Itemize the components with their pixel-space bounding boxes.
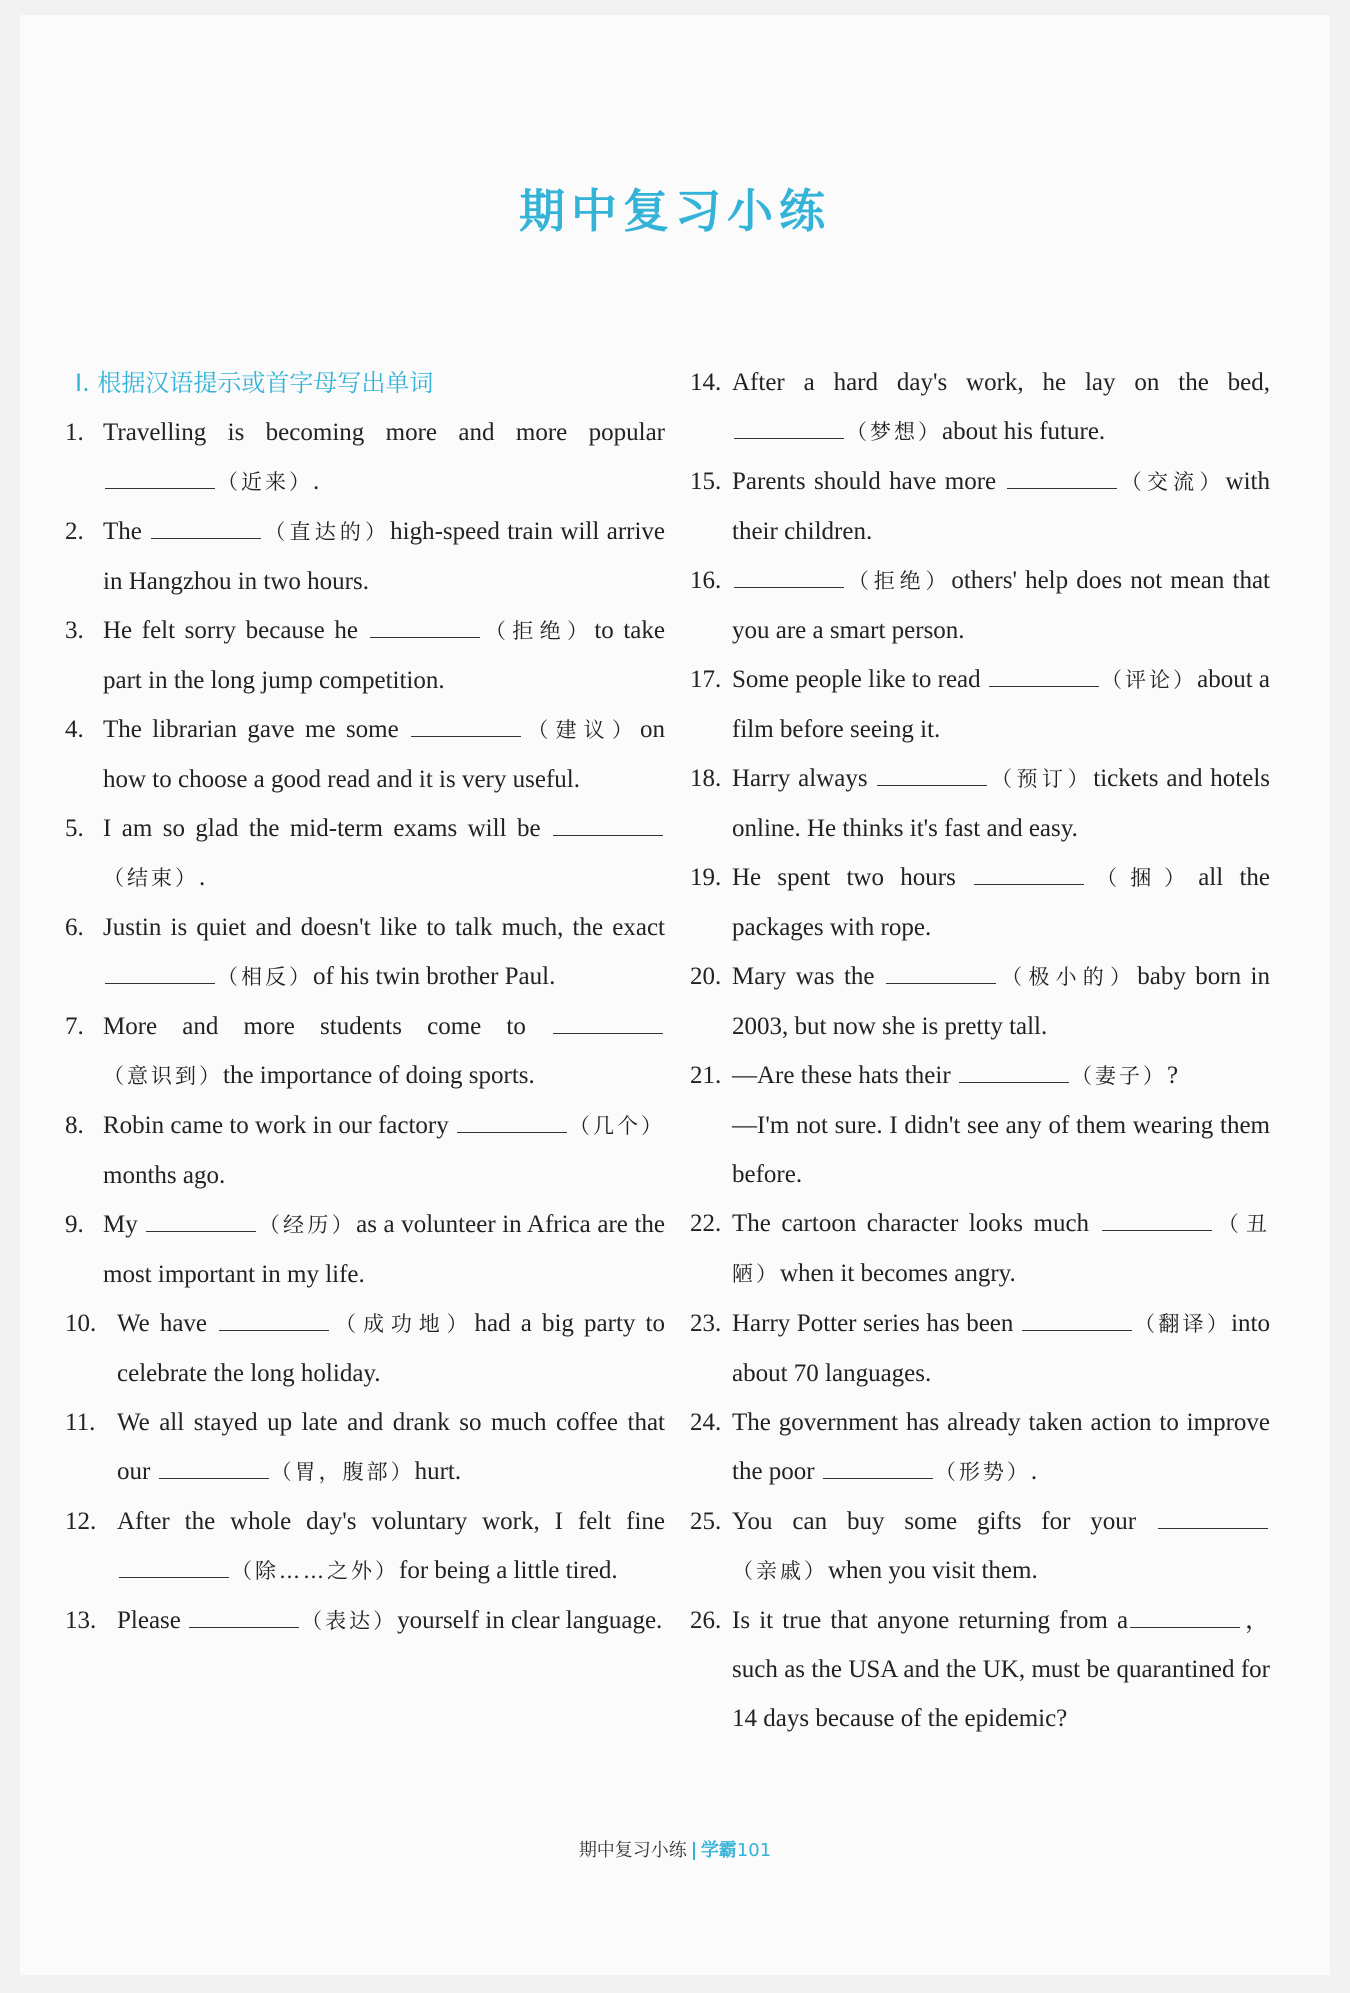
question-text: We have （成功地）had a big party to celebrate the long holiday.: [117, 1310, 665, 1387]
page-footer: [0, 1836, 1350, 1862]
question-text: Mary was the （极小的）baby born in 2003, but now she is pretty tall.: [732, 963, 1270, 1040]
chinese-hint: （妻子）: [1070, 1064, 1167, 1088]
question-text: He spent two hours （捆）all the packages with rope.: [732, 864, 1270, 941]
answer-blank[interactable]: [734, 412, 844, 439]
question-item: [65, 804, 665, 903]
question-item: [690, 556, 1270, 655]
question-text: Robin came to work in our factory （几个）months ago.: [103, 1112, 665, 1189]
question-item: [690, 655, 1270, 754]
answer-blank[interactable]: [877, 759, 987, 786]
answer-blank[interactable]: [959, 1056, 1069, 1083]
chinese-hint: （除……之外）: [231, 1559, 399, 1583]
answer-blank[interactable]: [105, 957, 215, 984]
question-number: 7.: [65, 1013, 84, 1040]
answer-blank[interactable]: [105, 462, 215, 489]
question-number: 25.: [690, 1508, 722, 1535]
chinese-hint: （评论）: [1100, 668, 1198, 692]
answer-blank[interactable]: [159, 1452, 269, 1479]
chinese-hint: （意识到）: [103, 1064, 223, 1088]
answer-blank[interactable]: [1022, 1304, 1132, 1331]
question-number: 18.: [690, 765, 722, 792]
answer-blank[interactable]: [146, 1205, 256, 1232]
answer-blank[interactable]: [553, 809, 663, 836]
question-number: 23.: [690, 1310, 722, 1337]
question-item: [690, 952, 1270, 1051]
question-item: [690, 1051, 1270, 1199]
question-number: 16.: [690, 567, 722, 594]
question-item: [65, 408, 665, 507]
question-text: Parents should have more （交流）with their children.: [732, 468, 1270, 545]
chinese-hint: （亲戚）: [732, 1559, 828, 1583]
answer-blank[interactable]: [411, 710, 521, 737]
question-number: 12.: [65, 1508, 97, 1535]
question-text: Please （表达）yourself in clear language.: [117, 1607, 662, 1634]
question-text: The government has already taken action to improve the poor （形势）.: [732, 1409, 1270, 1485]
question-item: [690, 1596, 1270, 1743]
chinese-hint: （直达的）: [263, 520, 391, 544]
question-item: [65, 1299, 665, 1398]
right-column: [690, 358, 1270, 1743]
question-text: You can buy some gifts for your （亲戚）when you visit them.: [732, 1508, 1270, 1584]
answer-blank[interactable]: [1158, 1502, 1268, 1529]
answer-blank[interactable]: [151, 512, 261, 539]
answer-blank[interactable]: [553, 1007, 663, 1034]
question-item: [65, 1497, 665, 1596]
question-item: [65, 705, 665, 804]
question-item: [65, 1002, 665, 1101]
question-number: 24.: [690, 1409, 722, 1436]
question-item: [690, 1199, 1270, 1299]
question-text: We all stayed up late and drank so much coffee that our （胃，腹部）hurt.: [117, 1409, 665, 1485]
chinese-hint: （拒绝）: [846, 569, 952, 593]
question-item: [690, 457, 1270, 556]
page-number: 101: [736, 1840, 772, 1861]
footer-divider: [693, 1842, 695, 1860]
answer-blank[interactable]: [119, 1551, 229, 1578]
question-item: [690, 1398, 1270, 1497]
question-number: 9.: [65, 1211, 84, 1238]
answer-blank[interactable]: [219, 1304, 329, 1331]
chinese-hint: （形势）: [934, 1460, 1031, 1484]
chinese-hint: （梦想）: [846, 420, 942, 444]
question-number: 15.: [690, 468, 722, 495]
question-number: 4.: [65, 716, 84, 743]
question-text: —Are these hats their （妻子）?: [732, 1062, 1178, 1089]
chinese-hint: （表达）: [301, 1609, 398, 1633]
question-text: Some people like to read （评论）about a film before seeing it.: [732, 666, 1270, 743]
answer-blank[interactable]: [989, 660, 1099, 687]
question-item: [690, 1497, 1270, 1596]
chinese-hint: （结束）: [103, 866, 199, 890]
question-text: Harry Potter series has been （翻译）into about 70 languages.: [732, 1310, 1270, 1387]
chinese-hint: （交流）: [1118, 470, 1226, 494]
question-number: 11.: [65, 1409, 96, 1436]
question-text: After the whole day's voluntary work, I felt fine （除……之外）for being a little tired.: [117, 1508, 665, 1584]
question-number: 2.: [65, 518, 84, 545]
question-text: Travelling is becoming more and more popular （近来）.: [103, 419, 665, 495]
answer-blank[interactable]: [457, 1106, 567, 1133]
question-text: Harry always （预订）tickets and hotels online. He thinks it's fast and easy.: [732, 765, 1270, 842]
chinese-hint: （丑陋）: [732, 1212, 1271, 1286]
question-text: After a hard day's work, he lay on the bed, （梦想）about his future.: [732, 369, 1270, 445]
question-number: 22.: [690, 1210, 722, 1237]
answer-blank[interactable]: [974, 858, 1084, 885]
question-text: My （经历）as a volunteer in Africa are the most important in my life.: [103, 1211, 665, 1288]
question-number: 26.: [690, 1607, 722, 1634]
question-item: [65, 507, 665, 606]
question-text: More and more students come to （意识到）the importance of doing sports.: [103, 1013, 665, 1089]
question-item: [65, 1200, 665, 1299]
chinese-hint: （拒绝）: [481, 619, 595, 643]
chinese-hint: （胃，腹部）: [270, 1460, 415, 1484]
section-heading: Ⅰ. 根据汉语提示或首字母写出单词: [75, 369, 434, 397]
question-number: 17.: [690, 666, 722, 693]
chinese-hint: （翻译）: [1133, 1312, 1232, 1336]
question-number: 14.: [690, 369, 722, 396]
answer-blank[interactable]: [1130, 1601, 1240, 1628]
question-number: 13.: [65, 1607, 97, 1634]
chinese-hint: （成功地）: [331, 1312, 475, 1336]
question-number: 10.: [65, 1310, 97, 1337]
answer-blank[interactable]: [370, 611, 480, 638]
question-number: 21.: [690, 1062, 722, 1089]
question-number: 20.: [690, 963, 722, 990]
question-item: [65, 606, 665, 705]
question-number: 5.: [65, 815, 84, 842]
question-number: 1.: [65, 419, 84, 446]
question-text: Justin is quiet and doesn't like to talk much, the exact （相反）of his twin brother Paul.: [103, 914, 665, 990]
question-item: [65, 1596, 665, 1646]
question-text: Is it true that anyone returning from a ，such as the USA and the UK, must be quarantined for 14 days because of the epidemic?: [732, 1607, 1270, 1732]
footer-label: 期中复习小练: [578, 1840, 687, 1861]
answer-blank[interactable]: [1007, 462, 1117, 489]
question-item: [690, 754, 1270, 853]
footer-brand: 学霸: [700, 1840, 737, 1861]
dialogue-reply: —I'm not sure. I didn't see any of them wearing them before.: [732, 1112, 1270, 1188]
question-text: The cartoon character looks much （丑陋）when it becomes angry.: [732, 1210, 1270, 1287]
answer-blank[interactable]: [823, 1452, 933, 1479]
chinese-hint: （预订）: [989, 767, 1094, 791]
chinese-hint: （几个）: [569, 1114, 665, 1138]
chinese-hint: （捆）: [1086, 866, 1199, 890]
question-item: [690, 1299, 1270, 1398]
chinese-hint: （近来）: [217, 470, 313, 494]
question-item: [690, 853, 1270, 952]
question-item: [65, 903, 665, 1002]
answer-blank[interactable]: [734, 561, 844, 588]
left-column: [65, 358, 665, 1646]
question-text: I am so glad the mid-term exams will be （结束）.: [103, 815, 665, 891]
question-text: （拒绝）others' help does not mean that you are a smart person.: [732, 567, 1270, 644]
chinese-hint: （极小的）: [997, 965, 1138, 989]
chinese-hint: （建议）: [523, 718, 640, 742]
question-item: [65, 1398, 665, 1497]
question-item: [65, 1101, 665, 1200]
answer-blank[interactable]: [886, 957, 996, 984]
question-item: [690, 358, 1270, 457]
chinese-hint: （经历）: [258, 1213, 357, 1237]
question-number: 19.: [690, 864, 722, 891]
question-number: 8.: [65, 1112, 84, 1139]
question-text: The （直达的）high-speed train will arrive in Hangzhou in two hours.: [103, 518, 665, 595]
chinese-hint: （相反）: [217, 965, 313, 989]
question-number: 6.: [65, 914, 84, 941]
question-text: He felt sorry because he （拒绝）to take part in the long jump competition.: [103, 617, 665, 694]
question-number: 3.: [65, 617, 84, 644]
question-text: The librarian gave me some （建议）on how to choose a good read and it is very useful.: [103, 716, 665, 793]
answer-blank[interactable]: [189, 1601, 299, 1628]
answer-blank[interactable]: [1102, 1204, 1212, 1231]
page-title: 期中复习小练: [519, 184, 831, 238]
